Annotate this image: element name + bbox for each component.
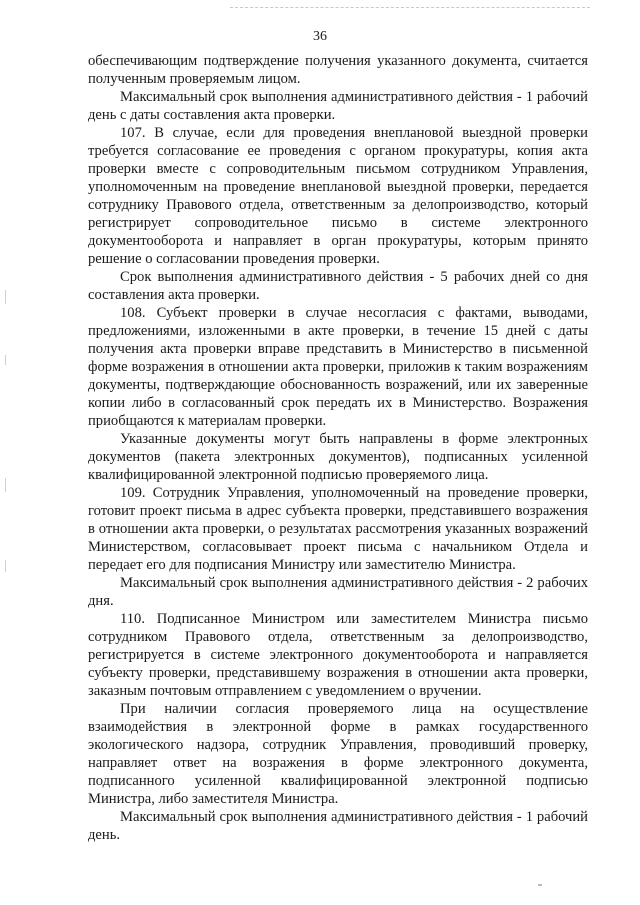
document-body [88, 52, 588, 844]
paragraph: 109. Сотрудник Управления, уполномоченный на проведение проверки, готовит проект письма в адрес субъекта проверки, представившего возражения в отношении акта проверки, о результатах рассмотрения указанных возражений Министерством, согласовывает проект письма с начальником Отдела и передает его для подписания Министру или заместителю Министра. [88, 485, 588, 573]
paragraph: Указанные документы могут быть направлены в форме электронных документов (пакета электронных документов), подписанных усиленной квалифицированной электронной подписью проверяемого лица. [88, 431, 588, 483]
paragraph: 107. В случае, если для проведения внеплановой выездной проверки требуется согласование ее проведения с органом прокуратуры, копия акта проверки вместе с сопроводительным письмом сотрудником Управления, уполномоченным на проведение внеплановой выездной проверки, передается сотруднику Правового отдела, ответственным за делопроизводство, который регистрирует сопроводительное письмо в системе электронного документооборота и направляет в орган прокуратуры, которым принято решение о согласовании проведения проверки. [88, 125, 588, 267]
scan-artifact-margin [5, 355, 6, 365]
paragraph: Максимальный срок выполнения административного действия - 1 рабочий день с даты составления акта проверки. [88, 89, 588, 123]
paragraph: Срок выполнения административного действия - 5 рабочих дней со дня составления акта проверки. [88, 269, 588, 303]
scan-artifact-margin [5, 290, 6, 304]
paragraph: 110. Подписанное Министром или заместителем Министра письмо сотрудником Правового отдела, ответственным за делопроизводство, регистрируется в системе электронного документооборота и направляется субъекту проверки, представившему возражения в отношении акта проверки, заказным почтовым отправлением с уведомлением о вручении. [88, 611, 588, 699]
paragraph: 108. Субъект проверки в случае несогласия с фактами, выводами, предложениями, изложенными в акте проверки, в течение 15 дней с даты получения акта проверки вправе представить в Министерство в письменной форме возражения в отношении акта проверки, приложив к таким возражениям документы, подтверждающие обоснованность возражений, или их заверенные копии либо в согласованный срок передать их в Министерство. Возражения приобщаются к материалам проверки. [88, 305, 588, 429]
scan-artifact-bottom [538, 884, 542, 886]
scan-artifact-top [230, 7, 590, 10]
page-number: 36 [313, 29, 327, 44]
paragraph: Максимальный срок выполнения административного действия - 2 рабочих дня. [88, 575, 588, 609]
paragraph: обеспечивающим подтверждение получения указанного документа, считается полученным проверяемым лицом. [88, 53, 588, 87]
scan-artifact-margin [5, 560, 6, 572]
paragraph: Максимальный срок выполнения административного действия - 1 рабочий день. [88, 809, 588, 843]
paragraph: При наличии согласия проверяемого лица на осуществление взаимодействия в электронной форме в рамках государственного экологического надзора, сотрудник Управления, проводивший проверку, направляет ответ на возражения в форме электронного документа, подписанного усиленной квалифицированной электронной подписью Министра, либо заместителя Министра. [88, 701, 588, 807]
scan-artifact-margin [5, 478, 6, 492]
